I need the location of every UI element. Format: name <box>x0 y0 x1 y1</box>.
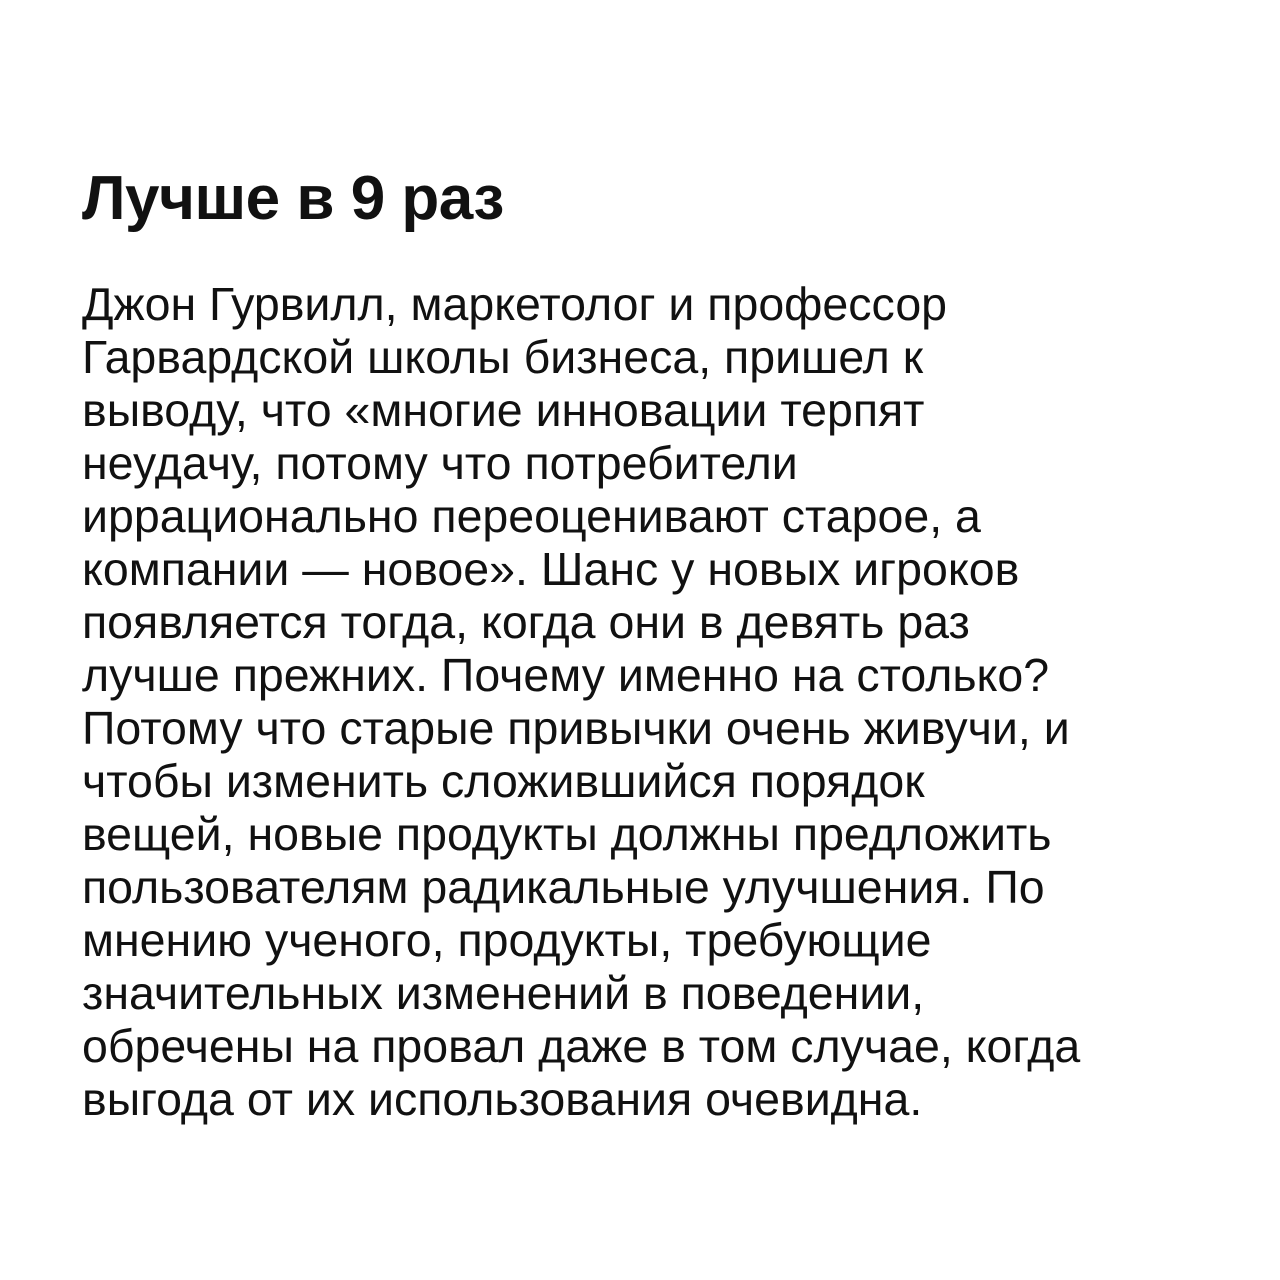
article-line-4: неудачу, потому что потребители <box>82 437 798 489</box>
article-line-14: значительных изменений в поведении, <box>82 967 925 1019</box>
article-text <box>82 278 1222 1126</box>
article-line-15: обречены на провал даже в том случае, когда <box>82 1020 1081 1072</box>
article-line-12: пользователям радикальные улучшения. По <box>82 861 1045 913</box>
article-line-9: Потому что старые привычки очень живучи, и <box>82 702 1070 754</box>
article-line-11: вещей, новые продукты должны предложить <box>82 808 1052 860</box>
article-line-2: Гарвардской школы бизнеса, пришел к <box>82 331 924 383</box>
article-line-8: лучше прежних. Почему именно на столько? <box>82 649 1050 701</box>
slide-title: Лучше в 9 раз <box>82 164 504 233</box>
article-line-16: выгода от их использования очевидна. <box>82 1073 923 1125</box>
article-line-13: мнению ученого, продукты, требующие <box>82 914 932 966</box>
article-line-7: появляется тогда, когда они в девять раз <box>82 596 970 648</box>
article-line-3: выводу, что «многие инновации терпят <box>82 384 925 436</box>
article-line-6: компании — новое». Шанс у новых игроков <box>82 543 1020 595</box>
article-line-1: Джон Гурвилл, маркетолог и профессор <box>82 278 948 330</box>
article-line-5: иррационально переоценивают старое, а <box>82 490 981 542</box>
article-line-10: чтобы изменить сложившийся порядок <box>82 755 925 807</box>
